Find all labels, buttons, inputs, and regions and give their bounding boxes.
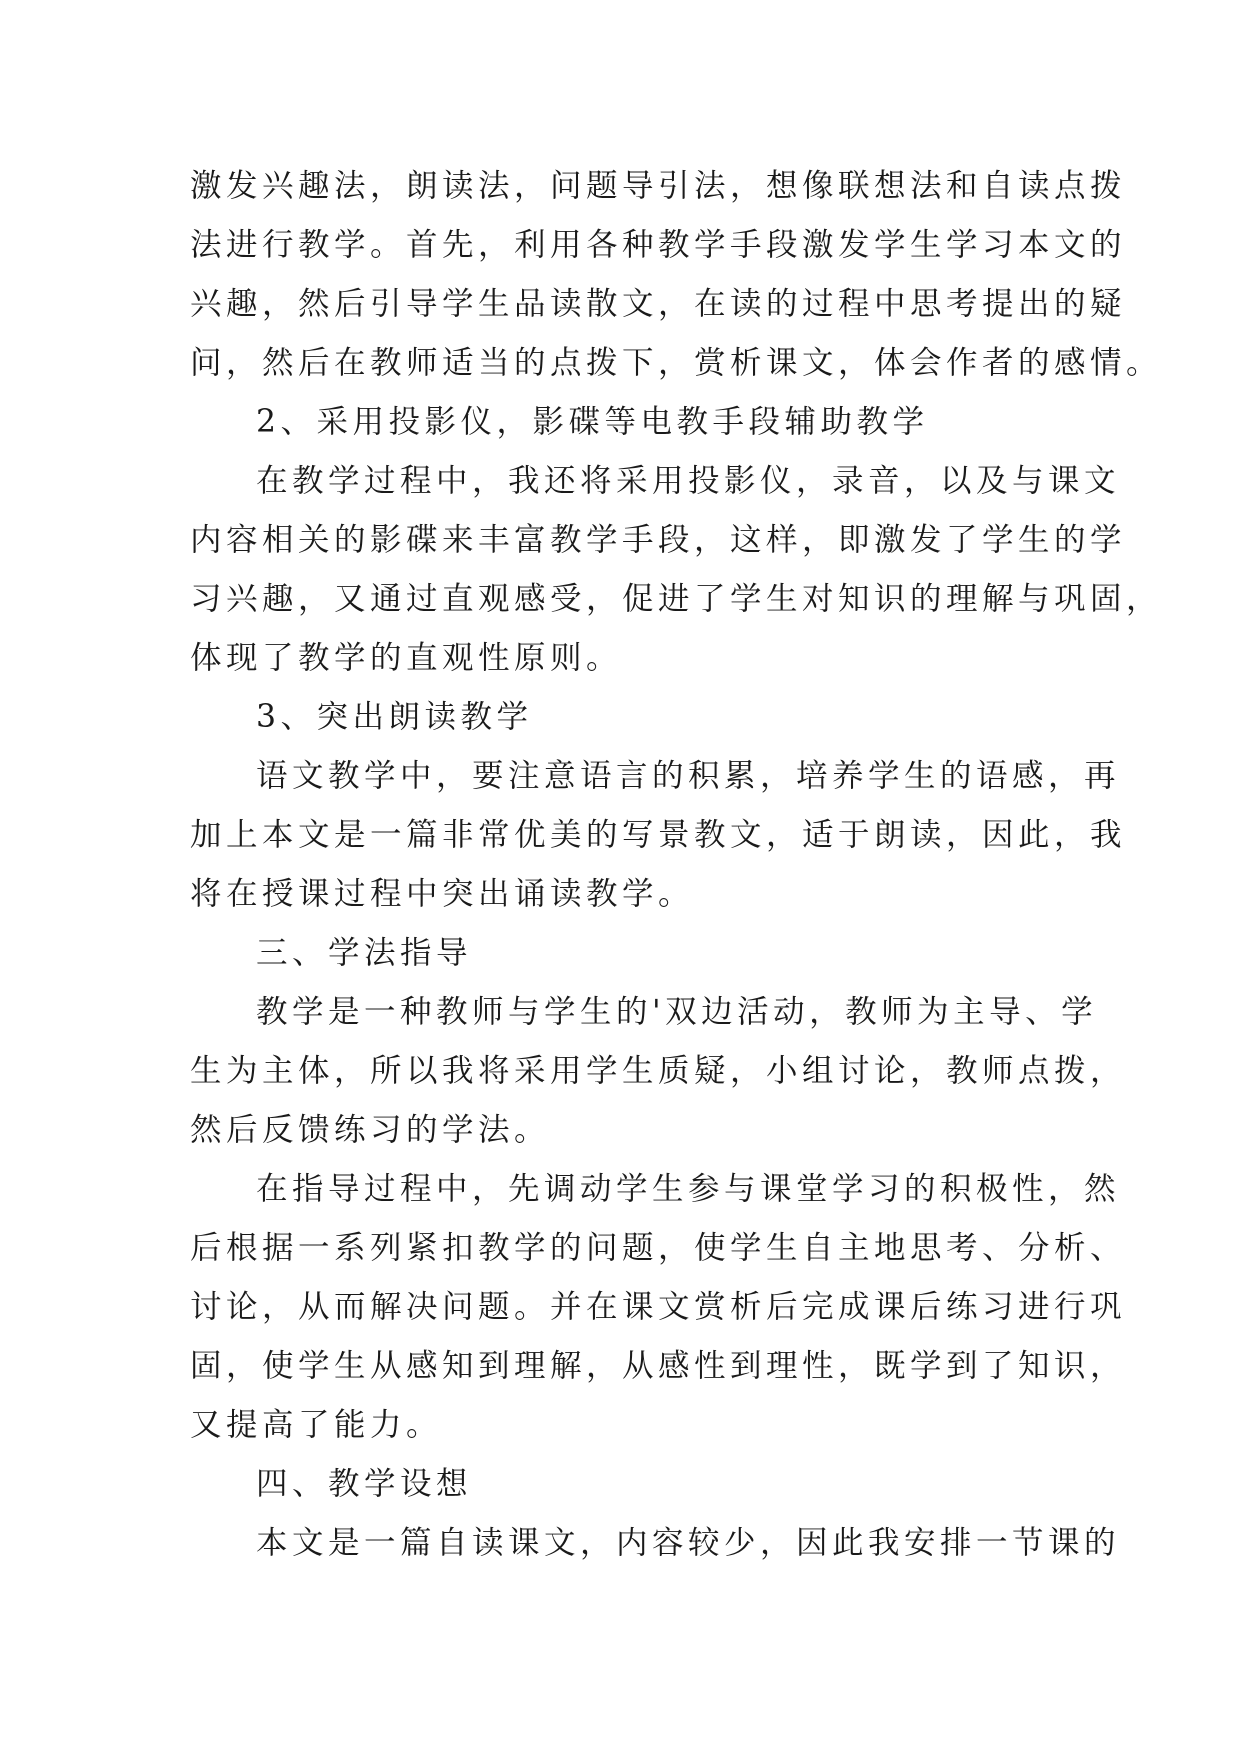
- text-line: 习兴趣，又通过直观感受，促进了学生对知识的理解与巩固，: [190, 581, 1163, 617]
- text-line: 然后反馈练习的学法。: [190, 1112, 551, 1148]
- paragraph-start: 语文教学中，要注意语言的积累，培养学生的语感，再: [256, 758, 1121, 794]
- paragraph-start: 在教学过程中，我还将采用投影仪，录音，以及与课文: [256, 463, 1121, 499]
- section-heading: 四、教学设想: [256, 1466, 473, 1502]
- text-line: 生为主体，所以我将采用学生质疑，小组讨论，教师点拨，: [190, 1053, 1127, 1089]
- text-line: 问，然后在教师适当的点拨下，赏析课文，体会作者的感情。: [190, 345, 1163, 381]
- text-line: 加上本文是一篇非常优美的写景教文，适于朗读，因此，我: [190, 817, 1127, 853]
- text-line: 体现了教学的直观性原则。: [190, 640, 623, 676]
- text-line: 讨论，从而解决问题。并在课文赏析后完成课后练习进行巩: [190, 1289, 1127, 1325]
- text-line: 将在授课过程中突出诵读教学。: [190, 876, 695, 912]
- paragraph-start: 本文是一篇自读课文，内容较少，因此我安排一节课的: [256, 1525, 1121, 1561]
- section-heading: 三、学法指导: [256, 935, 473, 971]
- paragraph-start: 在指导过程中，先调动学生参与课堂学习的积极性，然: [256, 1171, 1121, 1207]
- text-line: 兴趣，然后引导学生品读散文，在读的过程中思考提出的疑: [190, 286, 1127, 322]
- text-line: 后根据一系列紧扣教学的问题，使学生自主地思考、分析、: [190, 1230, 1127, 1266]
- text-line: 激发兴趣法，朗读法，问题导引法，想像联想法和自读点拨: [190, 168, 1127, 204]
- text-line: 又提高了能力。: [190, 1407, 443, 1443]
- section-heading: 2、采用投影仪，影碟等电教手段辅助教学: [256, 404, 929, 440]
- document-body: [190, 157, 1163, 1573]
- paragraph-start: 教学是一种教师与学生的'双边活动，教师为主导、学: [256, 994, 1098, 1030]
- text-line: 法进行教学。首先，利用各种教学手段激发学生学习本文的: [190, 227, 1127, 263]
- text-line: 内容相关的影碟来丰富教学手段，这样，即激发了学生的学: [190, 522, 1127, 558]
- section-heading: 3、突出朗读教学: [256, 699, 533, 735]
- text-line: 固，使学生从感知到理解，从感性到理性，既学到了知识，: [190, 1348, 1127, 1384]
